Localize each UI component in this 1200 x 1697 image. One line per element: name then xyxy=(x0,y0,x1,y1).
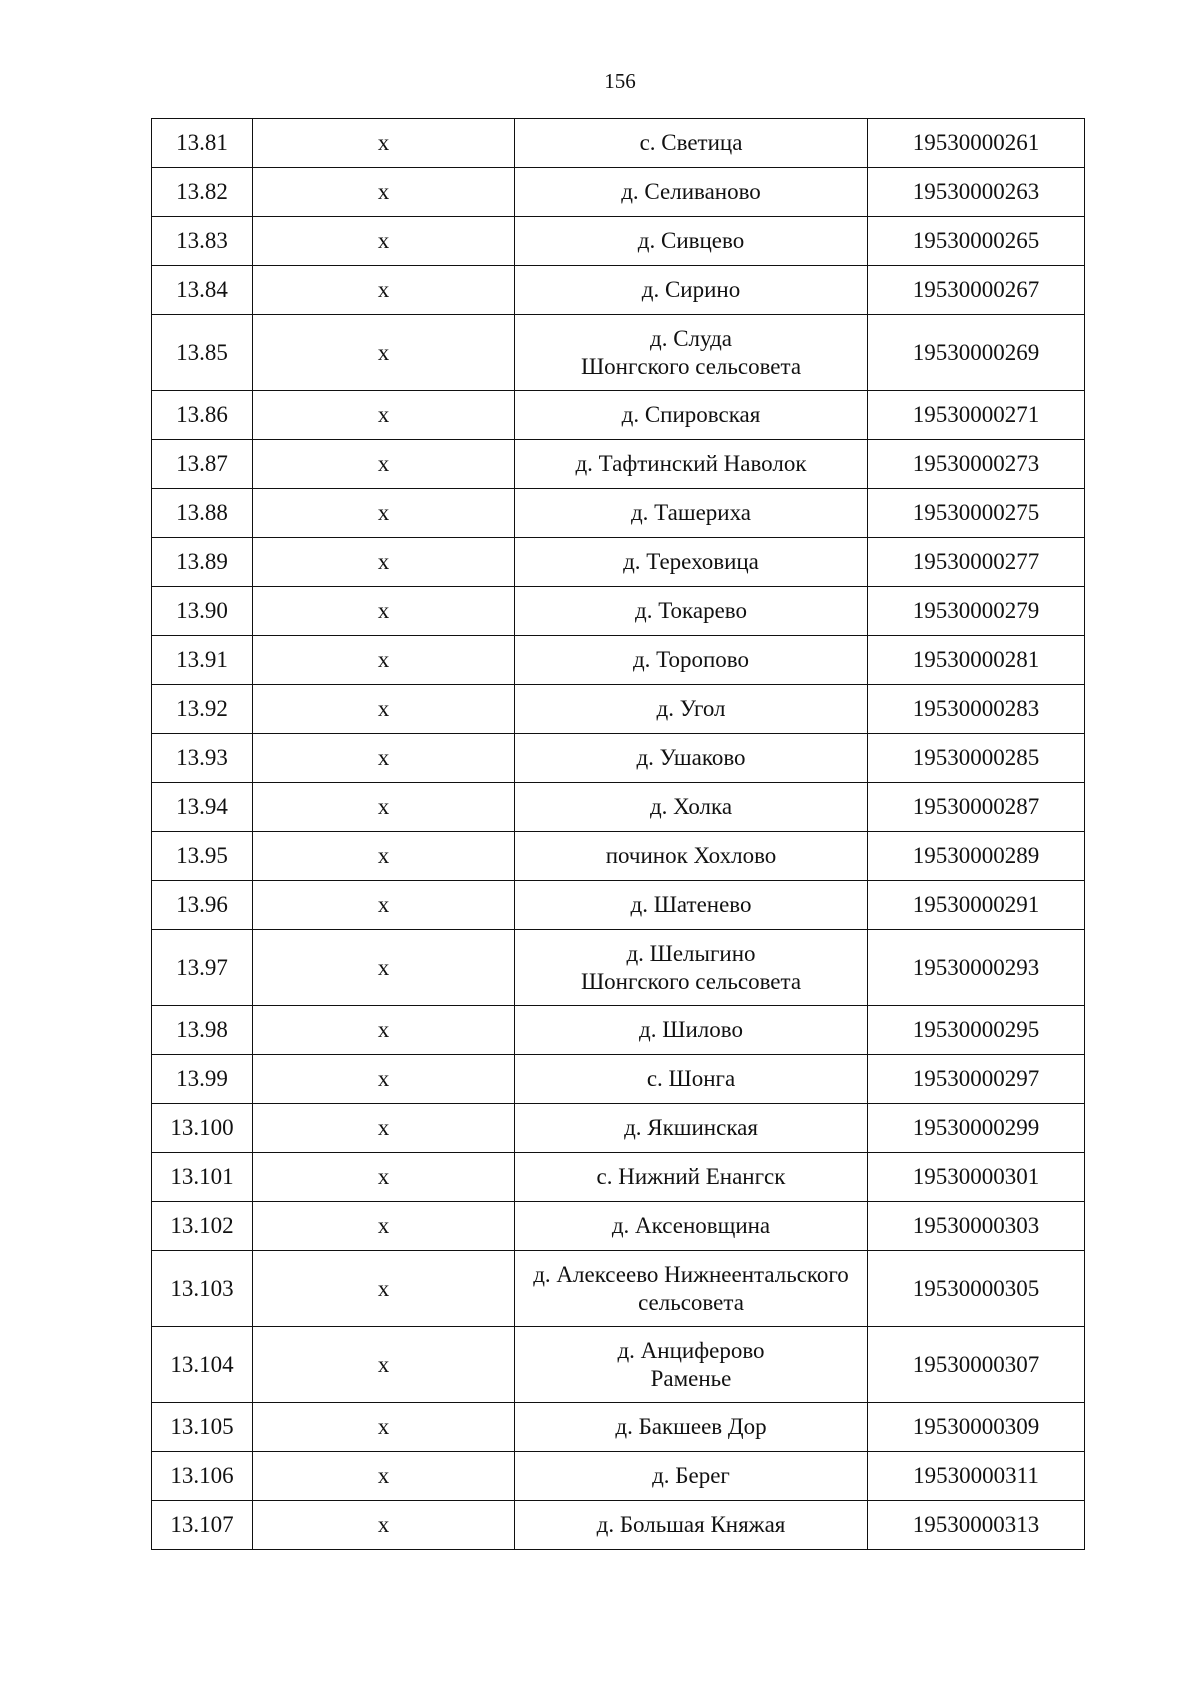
settlement-name-cell: д. Слуда Шонгского сельсовета xyxy=(515,315,868,391)
code-cell: 19530000285 xyxy=(868,734,1085,783)
settlement-name-cell: д. Большая Княжая xyxy=(515,1501,868,1550)
code-cell: 19530000303 xyxy=(868,1202,1085,1251)
page-number: 156 xyxy=(604,69,636,93)
row-number-cell: 13.106 xyxy=(152,1452,253,1501)
row-number-cell: 13.105 xyxy=(152,1403,253,1452)
row-number-cell: 13.101 xyxy=(152,1153,253,1202)
row-number-cell: 13.95 xyxy=(152,832,253,881)
table-row xyxy=(152,1006,1085,1055)
mark-cell: х xyxy=(253,1104,515,1153)
code-cell: 19530000279 xyxy=(868,587,1085,636)
mark-cell: х xyxy=(253,266,515,315)
settlement-name-cell: д. Ташериха xyxy=(515,489,868,538)
row-number-cell: 13.82 xyxy=(152,168,253,217)
code-cell: 19530000291 xyxy=(868,881,1085,930)
table-row xyxy=(152,168,1085,217)
settlement-name-cell: д. Ушаково xyxy=(515,734,868,783)
row-number-cell: 13.102 xyxy=(152,1202,253,1251)
row-number-cell: 13.88 xyxy=(152,489,253,538)
row-number-cell: 13.91 xyxy=(152,636,253,685)
code-cell: 19530000295 xyxy=(868,1006,1085,1055)
code-cell: 19530000281 xyxy=(868,636,1085,685)
table-row xyxy=(152,1153,1085,1202)
row-number-cell: 13.99 xyxy=(152,1055,253,1104)
table-row xyxy=(152,119,1085,168)
table-row xyxy=(152,1403,1085,1452)
mark-cell: х xyxy=(253,1327,515,1403)
table-row xyxy=(152,1202,1085,1251)
table-row xyxy=(152,1251,1085,1327)
table-row xyxy=(152,1327,1085,1403)
code-cell: 19530000297 xyxy=(868,1055,1085,1104)
settlement-name-cell: д. Тереховица xyxy=(515,538,868,587)
code-cell: 19530000287 xyxy=(868,783,1085,832)
settlement-name-cell: д. Сирино xyxy=(515,266,868,315)
table-row xyxy=(152,1055,1085,1104)
row-number-cell: 13.92 xyxy=(152,685,253,734)
code-cell: 19530000299 xyxy=(868,1104,1085,1153)
mark-cell: х xyxy=(253,168,515,217)
table-row xyxy=(152,832,1085,881)
settlement-name-cell: д. Холка xyxy=(515,783,868,832)
code-cell: 19530000293 xyxy=(868,930,1085,1006)
table-row xyxy=(152,538,1085,587)
row-number-cell: 13.84 xyxy=(152,266,253,315)
settlement-name-cell: д. Алексеево Нижнеентальского сельсовета xyxy=(515,1251,868,1327)
table-row xyxy=(152,489,1085,538)
code-cell: 19530000309 xyxy=(868,1403,1085,1452)
settlement-name-cell: д. Анциферово Раменье xyxy=(515,1327,868,1403)
table-row xyxy=(152,1501,1085,1550)
code-cell: 19530000267 xyxy=(868,266,1085,315)
table-row xyxy=(152,391,1085,440)
code-cell: 19530000265 xyxy=(868,217,1085,266)
settlement-name-cell: д. Селиваново xyxy=(515,168,868,217)
mark-cell: х xyxy=(253,217,515,266)
table-row xyxy=(152,636,1085,685)
row-number-cell: 13.93 xyxy=(152,734,253,783)
row-number-cell: 13.98 xyxy=(152,1006,253,1055)
row-number-cell: 13.97 xyxy=(152,930,253,1006)
table-body xyxy=(152,119,1085,1550)
settlement-name-cell: д. Шатенево xyxy=(515,881,868,930)
code-cell: 19530000263 xyxy=(868,168,1085,217)
settlement-name-cell: починок Хохлово xyxy=(515,832,868,881)
settlements-table xyxy=(151,118,1085,1550)
mark-cell: х xyxy=(253,636,515,685)
settlement-name-cell: д. Шилово xyxy=(515,1006,868,1055)
code-cell: 19530000271 xyxy=(868,391,1085,440)
code-cell: 19530000283 xyxy=(868,685,1085,734)
settlement-name-cell: д. Шелыгино Шонгского сельсовета xyxy=(515,930,868,1006)
row-number-cell: 13.90 xyxy=(152,587,253,636)
mark-cell: х xyxy=(253,881,515,930)
settlement-name-cell: д. Торопово xyxy=(515,636,868,685)
table-row xyxy=(152,315,1085,391)
row-number-cell: 13.96 xyxy=(152,881,253,930)
mark-cell: х xyxy=(253,930,515,1006)
mark-cell: х xyxy=(253,119,515,168)
settlement-name-cell: с. Шонга xyxy=(515,1055,868,1104)
settlement-name-cell: д. Токарево xyxy=(515,587,868,636)
settlement-name-cell: д. Якшинская xyxy=(515,1104,868,1153)
table-row xyxy=(152,783,1085,832)
settlement-name-cell: с. Светица xyxy=(515,119,868,168)
settlement-name-cell: д. Спировская xyxy=(515,391,868,440)
code-cell: 19530000261 xyxy=(868,119,1085,168)
table-row xyxy=(152,1452,1085,1501)
mark-cell: х xyxy=(253,1153,515,1202)
mark-cell: х xyxy=(253,1202,515,1251)
row-number-cell: 13.86 xyxy=(152,391,253,440)
table-row xyxy=(152,440,1085,489)
code-cell: 19530000289 xyxy=(868,832,1085,881)
mark-cell: х xyxy=(253,587,515,636)
row-number-cell: 13.100 xyxy=(152,1104,253,1153)
mark-cell: х xyxy=(253,1006,515,1055)
table-row xyxy=(152,685,1085,734)
code-cell: 19530000311 xyxy=(868,1452,1085,1501)
table-row xyxy=(152,881,1085,930)
row-number-cell: 13.85 xyxy=(152,315,253,391)
mark-cell: х xyxy=(253,1501,515,1550)
code-cell: 19530000269 xyxy=(868,315,1085,391)
row-number-cell: 13.107 xyxy=(152,1501,253,1550)
code-cell: 19530000301 xyxy=(868,1153,1085,1202)
table-row xyxy=(152,930,1085,1006)
row-number-cell: 13.94 xyxy=(152,783,253,832)
code-cell: 19530000275 xyxy=(868,489,1085,538)
table-row xyxy=(152,734,1085,783)
row-number-cell: 13.103 xyxy=(152,1251,253,1327)
code-cell: 19530000307 xyxy=(868,1327,1085,1403)
settlement-name-cell: д. Бакшеев Дор xyxy=(515,1403,868,1452)
settlement-name-cell: д. Аксеновщина xyxy=(515,1202,868,1251)
settlement-name-cell: с. Нижний Енангск xyxy=(515,1153,868,1202)
mark-cell: х xyxy=(253,832,515,881)
code-cell: 19530000277 xyxy=(868,538,1085,587)
mark-cell: х xyxy=(253,489,515,538)
settlement-name-cell: д. Тафтинский Наволок xyxy=(515,440,868,489)
settlement-name-cell: д. Угол xyxy=(515,685,868,734)
row-number-cell: 13.83 xyxy=(152,217,253,266)
mark-cell: х xyxy=(253,440,515,489)
table-row xyxy=(152,1104,1085,1153)
row-number-cell: 13.87 xyxy=(152,440,253,489)
code-cell: 19530000273 xyxy=(868,440,1085,489)
settlement-name-cell: д. Сивцево xyxy=(515,217,868,266)
row-number-cell: 13.81 xyxy=(152,119,253,168)
mark-cell: х xyxy=(253,1403,515,1452)
table-row xyxy=(152,217,1085,266)
mark-cell: х xyxy=(253,734,515,783)
mark-cell: х xyxy=(253,783,515,832)
row-number-cell: 13.89 xyxy=(152,538,253,587)
row-number-cell: 13.104 xyxy=(152,1327,253,1403)
code-cell: 19530000313 xyxy=(868,1501,1085,1550)
code-cell: 19530000305 xyxy=(868,1251,1085,1327)
mark-cell: х xyxy=(253,685,515,734)
table-row xyxy=(152,266,1085,315)
settlement-name-cell: д. Берег xyxy=(515,1452,868,1501)
mark-cell: х xyxy=(253,315,515,391)
mark-cell: х xyxy=(253,1452,515,1501)
mark-cell: х xyxy=(253,538,515,587)
mark-cell: х xyxy=(253,391,515,440)
mark-cell: х xyxy=(253,1055,515,1104)
mark-cell: х xyxy=(253,1251,515,1327)
table-row xyxy=(152,587,1085,636)
